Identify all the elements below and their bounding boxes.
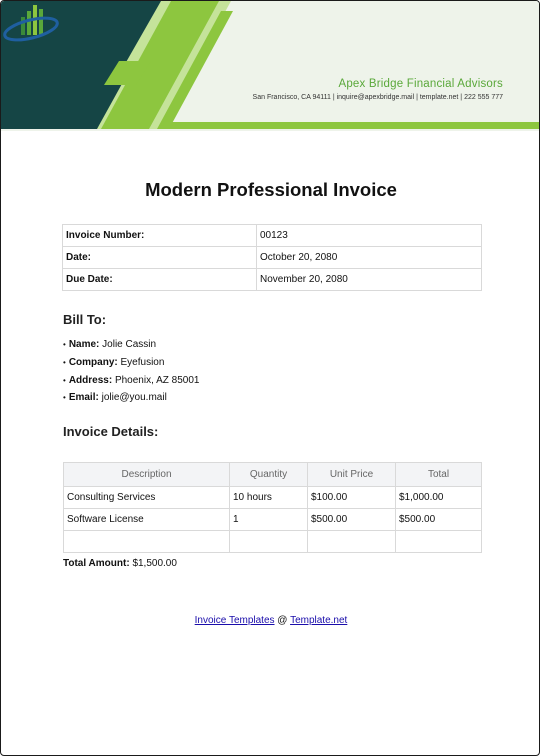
bill-to-list [63,336,199,407]
meta-label: Date: [63,247,257,269]
header-graphic [1,1,539,131]
table-cell [396,531,482,553]
footer [1,615,540,626]
table-cell: $100.00 [308,487,396,509]
table-row [64,509,482,531]
invoice-templates-link[interactable]: Invoice Templates [194,615,275,626]
meta-row-due-date [63,269,482,291]
column-header: Description [64,463,230,487]
meta-value: October 20, 2080 [257,247,482,269]
column-header: Quantity [230,463,308,487]
column-header: Total [396,463,482,487]
chart-globe-icon [1,1,61,43]
column-header: Unit Price [308,463,396,487]
meta-label: Invoice Number: [63,225,257,247]
invoice-items-table [63,462,482,553]
meta-row-invoice-number [63,225,482,247]
table-cell: 10 hours [230,487,308,509]
company-contact: San Francisco, CA 94111 | inquire@apexbridge.mail | template.net | 222 555 777 [252,94,503,101]
table-cell: $500.00 [308,509,396,531]
meta-value: November 20, 2080 [257,269,482,291]
list-item [63,336,199,354]
meta-label: Due Date: [63,269,257,291]
invoice-details-heading: Invoice Details: [63,424,159,439]
invoice-title: Modern Professional Invoice [145,179,397,200]
meta-row-date [63,247,482,269]
table-cell: $1,000.00 [396,487,482,509]
footer-separator: @ [277,615,288,626]
table-cell: Software License [64,509,230,531]
table-row [64,531,482,553]
table-cell: $500.00 [396,509,482,531]
bill-label: Company: [68,356,118,368]
table-cell: 1 [230,509,308,531]
company-name: Apex Bridge Financial Advisors [338,78,503,90]
table-cell [230,531,308,553]
bill-value: Phoenix, AZ 85001 [114,374,200,386]
table-cell [308,531,396,553]
bill-label: Email: [68,392,99,404]
invoice-meta-table [62,224,482,291]
bill-value: jolie@you.mail [101,392,167,404]
table-row [64,487,482,509]
meta-value: 00123 [257,225,482,247]
bill-label: Address: [68,374,113,386]
header-banner [1,1,539,131]
total-amount [63,558,177,569]
table-header-row [64,463,482,487]
list-item [63,354,199,372]
table-cell [64,531,230,553]
total-label: Total Amount: [63,558,130,569]
template-net-link[interactable]: Template.net [290,615,348,626]
list-item [63,372,199,390]
list-item [63,389,199,407]
total-value: $1,500.00 [132,558,177,569]
bill-value: Jolie Cassin [102,339,157,350]
table-cell: Consulting Services [64,487,230,509]
bill-value: Eyefusion [120,356,165,368]
bill-label: Name: [68,339,100,350]
bill-to-heading: Bill To: [63,312,107,327]
